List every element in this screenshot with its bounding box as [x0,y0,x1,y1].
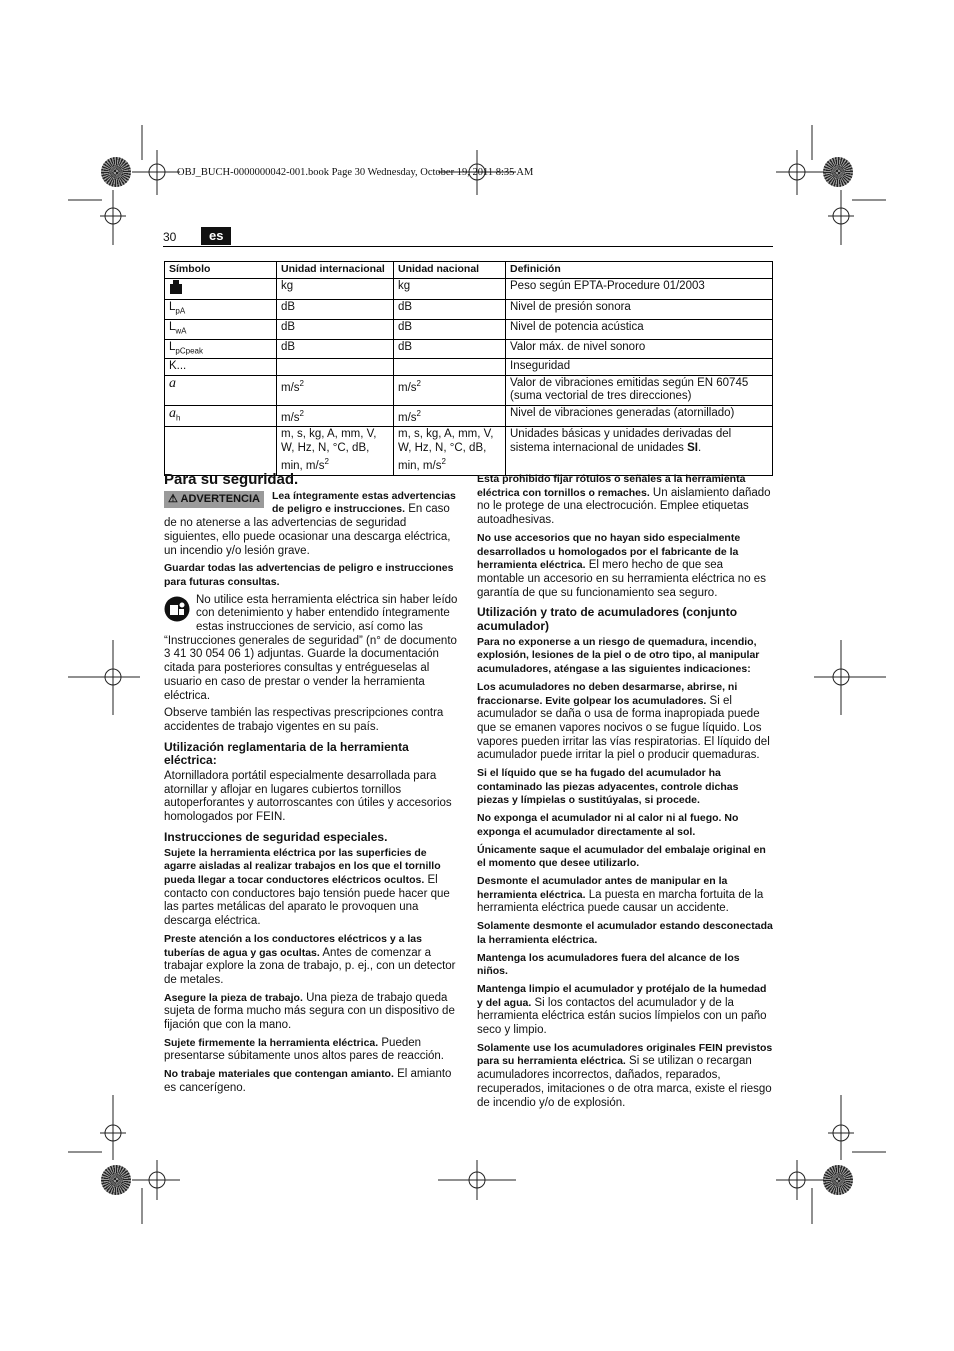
right-column [477,473,773,1114]
unit-text: m/s [281,381,300,394]
safety-paragraph: Solamente desmonte el acumulador estando desconectada la herramienta eléctrica. [477,920,773,946]
paragraph-bold: Esta prohibido fijar rótulos o señales a la herramienta eléctrica con tornillos o remaches. [477,473,746,499]
safety-paragraph: Para no exponerse a un riesgo de quemadura, incendio, explosión, lesiones de la piel o de otro tipo, al manipular acumuladores, aténgase a las siguientes indicaciones: [477,635,760,676]
unit-text: m/s [281,411,300,424]
table-cell [394,405,506,426]
paragraph-bold: Asegure la pieza de trabajo. [164,991,303,1004]
paragraph-rest: Pueden presentarse súbitamente unos altos pares de reacción. [164,1036,444,1063]
unit-superscript: 2 [299,378,304,388]
table-cell [394,375,506,405]
units-table [164,261,773,476]
paragraph-bold: No use accesorios que no hayan sido especialmente desarrollados u homologados por el fabricante de la herramienta eléctrica. [477,531,741,572]
table-cell: Nivel de presión sonora [506,300,773,320]
left-column [164,473,458,1100]
unit-superscript: 2 [299,408,304,418]
safety-paragraph [164,933,458,988]
definition-bold: SI [687,441,698,454]
table-cell [506,427,773,475]
table-cell [277,405,394,426]
unit-text: m, s, kg, A, mm, V, W, Hz, N, °C, dB, min, m/s [398,428,494,473]
table-row [165,359,773,376]
table-cell [277,427,394,475]
print-rosette-bottom-left [101,1165,131,1195]
paragraph-rest: Si se utilizan o recargan acumuladores incorrectos, dañados, reparados, recuperados, imitaciones o de otra marca, existe el riesgo de incendio y/o de explosión. [477,1055,772,1109]
symbol-cell [165,278,277,300]
symbol-text: L [169,301,176,313]
paragraph-bold: Mantenga limpio el acumulador y protéjalo de la humedad y del agua. [477,982,767,1009]
table-cell: dB [277,319,394,339]
table-row [165,405,773,426]
safety-paragraph [164,1037,458,1064]
subheading-special: Instrucciones de seguridad especiales. [164,829,388,844]
table-cell: kg [277,278,394,300]
table-cell [394,427,506,475]
table-cell [277,375,394,405]
symbol-cell [165,375,277,405]
unit-superscript: 2 [324,457,329,467]
warning-triangle-icon: ⚠ [168,492,178,505]
table-cell: dB [394,300,506,320]
subheading-use: Utilización reglamentaria de la herramienta eléctrica: [164,739,409,768]
page-number: 30 [163,230,177,244]
paragraph-rest: Una pieza de trabajo queda sujeta de forma mucho más segura con un dispositivo de fijación que con la mano. [164,991,455,1032]
print-rosette-top-left [101,157,131,187]
weight-icon [169,280,183,294]
safety-paragraph: Únicamente saque el acumulador del embalaje original en el momento que desee utilizarlo. [477,843,766,870]
symbol-cell [165,405,277,426]
symbol-subscript: pCpeak [175,345,203,355]
column-header: Símbolo [165,262,277,279]
symbol-subscript: h [176,413,181,423]
manual-block [164,594,458,704]
table-cell: Valor máx. de nivel sonoro [506,339,773,359]
definition-end: . [697,441,702,454]
safety-paragraph [477,1042,773,1111]
safety-paragraph: Si el líquido que se ha fugado del acumulador ha contaminado las piezas adyacentes, controle dichas piezas y límpielas o sustitúyalas, si procede. [477,767,739,807]
safety-paragraph [477,681,773,763]
table-cell: Valor de vibraciones emitidas según EN 60745 (suma vectorial de tres direcciones) [506,375,773,405]
safety-paragraph [477,983,773,1038]
symbol-cell [165,319,277,339]
table-header-row [165,262,773,279]
paragraph-rest: El amianto es cancerígeno. [164,1068,452,1094]
symbol-cell [165,300,277,320]
safety-paragraph: No exponga el acumulador ni al calor ni al fuego. No exponga el acumulador directamente al sol. [477,812,739,838]
paragraph-bold: Sujete firmemente la herramienta eléctrica. [164,1036,379,1049]
table-row [165,427,773,475]
symbol-subscript: pA [175,306,186,316]
paragraph-rest: Un aislamiento dañado no le protege de una electrocución. Emplee etiquetas autoadhesivas. [477,486,771,527]
table-cell: dB [394,319,506,339]
symbol-text: a [169,375,176,391]
table-row [165,375,773,405]
paragraph-rest: El contacto con conductores bajo tensión puede hacer que las partes metálicas del aparato le provoquen una descarga eléctrica. [164,873,450,928]
unit-text: m/s [398,381,417,394]
symbol-text: L [169,320,176,333]
safety-paragraph: Mantenga los acumuladores fuera del alcance de los niños. [477,951,740,978]
paragraph-rest: Si el acumulador se daña o usa de forma inapropiada puede que se emanen vapores nocivos o se fugue líquido. Los vapores pueden irritar las vías respiratorias. El líquido del acumulador puede irritar la piel o producir quemaduras. [477,694,770,762]
safety-paragraph [477,875,773,916]
symbol-text: L [169,340,176,353]
table-row [165,319,773,339]
paragraph-rest: La puesta en marcha fortuita de la herramienta eléctrica puede causar un accidente. [477,888,764,915]
column-header: Unidad internacional [277,262,394,279]
safety-paragraph [164,847,458,929]
paragraph-bold: No trabaje materiales que contengan amianto. [164,1068,394,1081]
paragraph-bold: Solamente use los acumuladores originales FEIN previstos para su herramienta eléctrica. [477,1041,773,1068]
table-cell: Nivel de vibraciones generadas (atornillado) [506,405,773,426]
table-cell [394,359,506,376]
print-rosette-bottom-right [823,1165,853,1195]
paragraph-rest: Antes de comenzar a trabajar explore la zona de trabajo, p. ej., con un detector de metales. [164,946,456,986]
use-paragraph: Atornilladora portátil especialmente desarrollada para atornillar y aflojar en lugares cubiertos tornillos autoperforantes y autorroscantes con útiles y accesorios homologados por FEIN. [164,770,452,824]
warning-rest: En caso de no atenerse a las advertencias de seguridad siguientes, ello puede ocasionar una descarga eléctrica, un incendio y/o lesión grave. [164,503,451,557]
table-cell: dB [277,339,394,359]
print-rosette-top-right [823,157,853,187]
table-cell: kg [394,278,506,300]
column-header: Definición [506,262,773,279]
paragraph-rest: El mero hecho de que sea montable un accesorio en su herramienta eléctrica no es garantía de que su funcionamiento sea seguro. [477,559,766,599]
table-cell: dB [277,300,394,320]
language-tab: es [201,227,231,245]
table-cell: Inseguridad [506,359,773,376]
observe-paragraph: Observe también las respectivas prescripciones contra accidentes de trabajo vigentes en su país. [164,707,444,733]
definition-text: Unidades básicas y unidades derivadas del sistema internacional de unidades [510,428,732,454]
table-row [165,300,773,320]
safety-paragraph [477,532,773,601]
column-header: Unidad nacional [394,262,506,279]
table-row [165,278,773,300]
file-info-line: OBJ_BUCH-0000000042-001.book Page 30 Wednesday, October 19, 2011 8:35 AM [177,167,534,178]
symbol-cell [165,427,277,475]
read-manual-icon [164,596,190,627]
table-cell [277,359,394,376]
header-rule [163,246,773,247]
table-cell: Nivel de potencia acústica [506,319,773,339]
unit-text: m, s, kg, A, mm, V, W, Hz, N, °C, dB, min, m/s [281,428,377,473]
paragraph-bold: Los acumuladores no deben desarmarse, abrirse, ni fraccionarse. Evite golpear los acumuladores. [477,680,738,707]
paragraph-bold: Preste atención a los conductores eléctricos y a las tuberías de agua y gas ocultas. [164,932,422,959]
paragraph-bold: Sujete la herramienta eléctrica por las superficies de agarre aisladas al realizar trabajos en los que el tornillo pueda llegar a tocar conductores eléctricos ocultos. [164,846,441,886]
symbol-cell [165,339,277,359]
subheading-batteries: Utilización y trato de acumuladores (conjunto acumulador) [477,605,738,634]
keep-instructions: Guardar todas las advertencias de peligro e instrucciones para futuras consultas. [164,562,454,588]
paragraph-bold: Desmonte el acumulador antes de manipular en la herramienta eléctrica. [477,874,728,901]
unit-superscript: 2 [416,378,421,388]
safety-paragraph [477,473,773,528]
symbol-text: a [169,405,176,421]
unit-superscript: 2 [416,408,421,418]
warning-badge [164,491,264,509]
manual-paragraph: No utilice esta herramienta eléctrica sin haber leído con detenimiento y haber entendido íntegramente estas instrucciones de servicio, así como las “Instrucciones generales de seguridad” (n° de documento 3 41 30 054 06 1) adjuntas. Guarde la documentación citada para posteriores consultas y entrégueselas al usuario en caso de prestar o vender la herramienta eléctrica. [164,593,458,702]
paragraph-rest: Si los contactos del acumulador y de la herramienta eléctrica están sucios límpielos con un paño seco y limpio. [477,996,767,1037]
safety-paragraph [164,1068,458,1095]
warning-bold: Lea íntegramente estas advertencias de peligro e instrucciones. [271,489,456,516]
table-row [165,339,773,359]
section-title: Para su seguridad. [164,471,299,488]
warning-label: ADVERTENCIA [180,492,260,505]
warning-block [164,490,458,559]
table-cell: Peso según EPTA-Procedure 01/2003 [506,278,773,300]
table-cell: dB [394,339,506,359]
symbol-cell: K... [165,359,277,376]
safety-paragraph [164,992,458,1033]
unit-superscript: 2 [441,457,446,467]
unit-text: m/s [398,411,417,424]
symbol-subscript: wA [175,326,187,336]
